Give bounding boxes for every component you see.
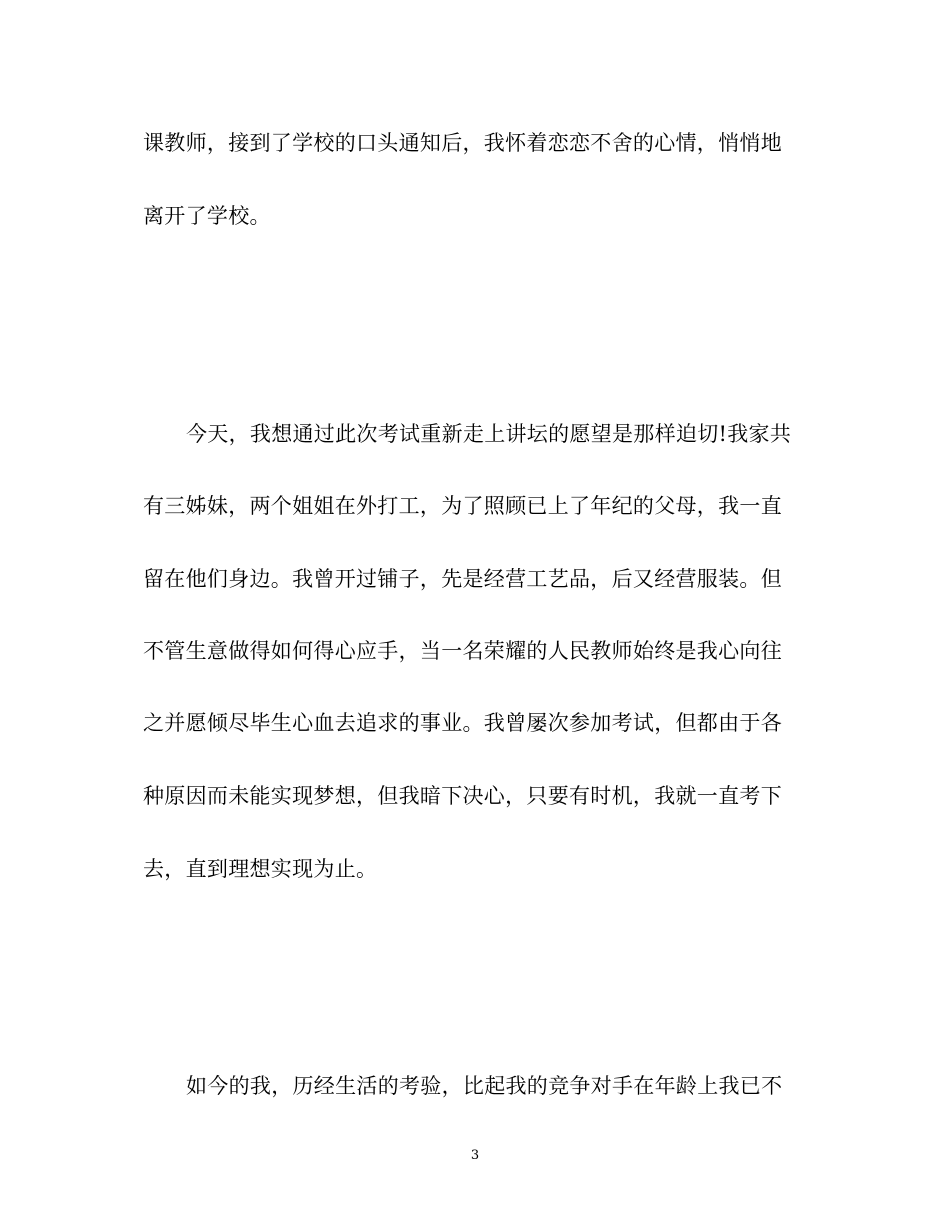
text-line: 不管生意做得如何得心应手，当一名荣耀的人民教师始终是我心向往 (143, 639, 782, 663)
text-line: 今天，我想通过此次考试重新走上讲坛的愿望是那样迫切!我家共 (186, 422, 792, 446)
text-line: 去，直到理想实现为止。 (143, 857, 378, 881)
text-line: 离开了学校。 (143, 204, 271, 228)
text-line: 如今的我，历经生活的考验，比起我的竞争对手在年龄上我已不 (186, 1074, 783, 1098)
text-line: 之并愿倾尽毕生心血去追求的事业。我曾屡次参加考试，但都由于各 (143, 711, 782, 735)
text-line: 课教师，接到了学校的口头通知后，我怀着恋恋不舍的心情，悄悄地 (143, 131, 782, 155)
page-number: 3 (470, 1148, 480, 1163)
text-line: 种原因而未能实现梦想，但我暗下决心，只要有时机，我就一直考下 (143, 784, 782, 808)
text-line: 有三姊妹，两个姐姐在外打工，为了照顾已上了年纪的父母，我一直 (143, 494, 782, 518)
text-line: 留在他们身边。我曾开过铺子，先是经营工艺品，后又经营服装。但 (143, 567, 782, 591)
